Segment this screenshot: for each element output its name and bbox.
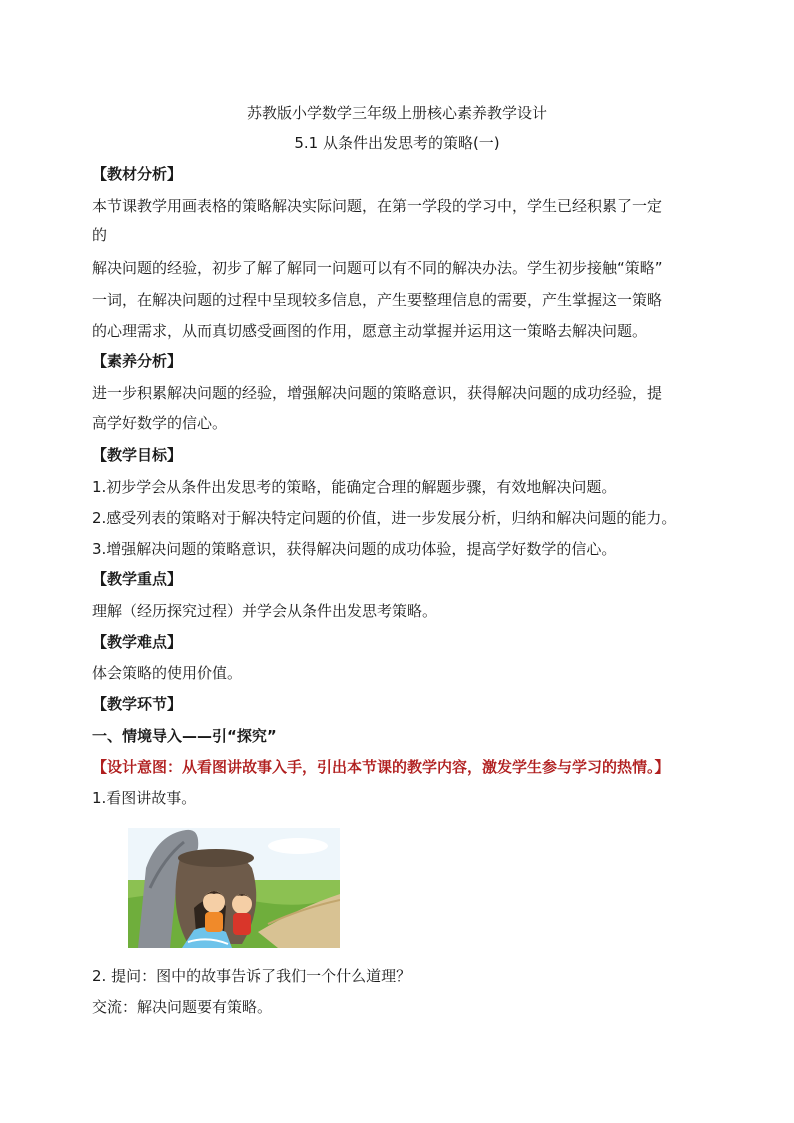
step-item: 1.看图讲故事。 bbox=[92, 789, 197, 807]
step-item: 2. 提问：图中的故事告诉了我们一个什么道理？ bbox=[92, 967, 412, 985]
paragraph-line: 高学好数学的信心。 bbox=[92, 414, 228, 432]
paragraph-line: 体会策略的使用价值。 bbox=[92, 664, 243, 682]
section-heading-literacy-analysis: 【素养分析】 bbox=[92, 352, 183, 370]
paragraph-line: 本节课教学用画表格的策略解决实际问题，在第一学段的学习中，学生已经积累了一定 bbox=[92, 197, 663, 215]
goal-item: 2.感受列表的策略对于解决特定问题的价值，进一步发展分析，归纳和解决问题的能力。 bbox=[92, 509, 677, 527]
section-heading-key-points: 【教学重点】 bbox=[92, 570, 183, 588]
document-subtitle: 5.1 从条件出发思考的策略(一) bbox=[294, 134, 500, 152]
paragraph-line: 一词，在解决问题的过程中呈现较多信息，产生要整理信息的需要，产生掌握这一策略 bbox=[92, 291, 663, 309]
section-heading-difficulties: 【教学难点】 bbox=[92, 633, 183, 651]
section-heading-teaching-steps: 【教学环节】 bbox=[92, 695, 183, 713]
paragraph-line: 的心理需求，从而真切感受画图的作用，愿意主动掌握并运用这一策略去解决问题。 bbox=[92, 322, 648, 340]
paragraph-line: 交流：解决问题要有策略。 bbox=[92, 998, 273, 1016]
goal-item: 1.初步学会从条件出发思考的策略，能确定合理的解题步骤，有效地解决问题。 bbox=[92, 478, 617, 496]
design-intent-note: 【设计意图：从看图讲故事入手，引出本节课的教学内容，激发学生参与学习的热情。】 bbox=[92, 758, 670, 776]
paragraph-line: 的 bbox=[92, 226, 108, 244]
goal-item: 3.增强解决问题的策略意识，获得解决问题的成功体验，提高学好数学的信心。 bbox=[92, 540, 617, 558]
section-heading-textbook-analysis: 【教材分析】 bbox=[92, 165, 183, 183]
paragraph-line: 进一步积累解决问题的经验，增强解决问题的策略意识，获得解决问题的成功经验，提 bbox=[92, 384, 663, 402]
paragraph-line: 理解（经历探究过程）并学会从条件出发思考策略。 bbox=[92, 602, 438, 620]
section-heading-teaching-goals: 【教学目标】 bbox=[92, 446, 183, 464]
document-title: 苏教版小学数学三年级上册核心素养教学设计 bbox=[246, 104, 547, 122]
part-heading: 一、情境导入——引“探究” bbox=[92, 727, 277, 745]
paragraph-line: 解决问题的经验，初步了解了解同一问题可以有不同的解决办法。学生初步接触“策略” bbox=[92, 259, 663, 277]
story-illustration bbox=[128, 828, 340, 948]
